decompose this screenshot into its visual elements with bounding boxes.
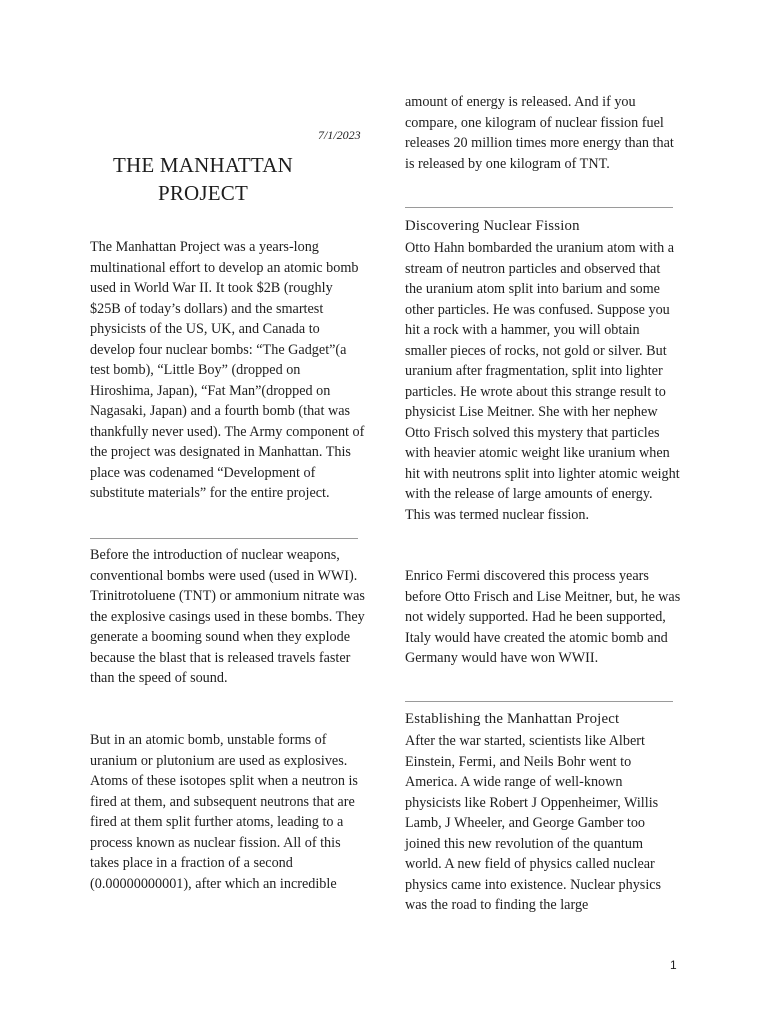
establishing-project-paragraph: After the war started, scientists like Albert Einstein, Fermi, and Neils Bohr went to America. A wide range of well-known physicists like Robert J Oppenheimer, Willis Lamb, J Wheeler, and George Gamber too joined this new revolution of the quantum world. A new field of physics called nuclear physics came into existence. Nuclear physics was the road to finding the large [405, 733, 662, 913]
fission-discovery-paragraph: Otto Hahn bombarded the uranium atom with a stream of neutron particles and observed that the uranium atom split into barium and some other particles. He was confused. Suppose you hit a rock with a hammer, you will obtain smaller pieces of rocks, not gold or silver. But uranium after fragmentation, split into lighter particles. He wrote about this strange result to physicist Lise Meitner. She with her nephew Otto Frisch solved this mystery that particles with heavier atomic weight like uranium when hit with neutrons split into lighter atomic weight with the release of large amounts of energy. This was termed nuclear fission. [405, 240, 680, 523]
page-number: 1 [670, 958, 677, 972]
intro-paragraph: The Manhattan Project was a years-long multinational effort to develop an atomic bomb used in World War II. It took $2B (roughly $25B of today’s dollars) and the smartest physicists of the US, UK, and Canada to develop four nuclear bombs: “The Gadget”(a test bomb), “Little Boy” (dropped on Hiroshima, Japan), “Fat Man”(dropped on Nagasaki, Japan) and a fourth bomb (that was thankfully never used). The Army component of the project was designated in Manhattan. This place was codenamed “Development of substitute materials” for the entire project. [90, 239, 365, 501]
section-divider [90, 538, 358, 539]
section-divider [405, 701, 673, 702]
fermi-paragraph: Enrico Fermi discovered this process years before Otto Frisch and Lise Meitner, but, he was not widely supported. Had he been supported, Italy would have created the atomic bomb and Germany would have won WWII. [405, 568, 681, 666]
section-divider [405, 207, 673, 208]
atomic-bomb-paragraph: But in an atomic bomb, unstable forms of uranium or plutonium are used as explosives. Atoms of these isotopes split when a neutron is fired at them, and subsequent neutrons that are fired at them split further atoms, leading to a process known as nuclear fission. All of this takes place in a fraction of a second (0.00000000001), after which an incredible [90, 732, 358, 892]
energy-continuation-paragraph: amount of energy is released. And if you compare, one kilogram of nuclear fission fuel releases 20 million times more energy than that is released by one kilogram of TNT. [405, 94, 674, 172]
conventional-bombs-paragraph: Before the introduction of nuclear weapons, conventional bombs were used (used in WWI). Trinitrotoluene (TNT) or ammonium nitrate was the explosive casings used in these bombs. They generate a booming sound when they explode because the blast that is released travels faster than the speed of sound. [90, 547, 365, 686]
document-title: THE MANHATTAN PROJECT [113, 153, 293, 205]
section-heading-establishing-project: Establishing the Manhattan Project [405, 711, 620, 727]
document-date: 7/1/2023 [318, 128, 361, 142]
section-heading-discovering-fission: Discovering Nuclear Fission [405, 218, 580, 234]
